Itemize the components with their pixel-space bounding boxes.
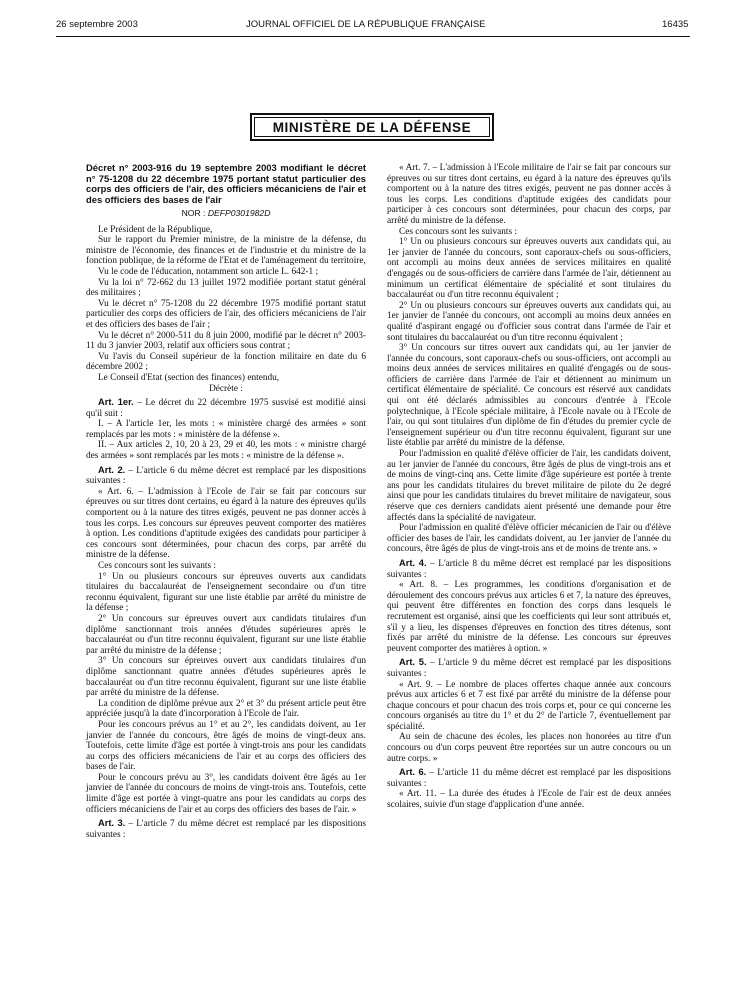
- body-paragraph: [387, 523, 671, 555]
- paragraph-text: – L'article 11 du même décret est remplacé par les dispositions suivantes :: [387, 768, 671, 789]
- body-paragraph: [86, 352, 366, 373]
- article-number: Art. 4.: [399, 557, 427, 568]
- paragraph-text: II. – Aux articles 2, 10, 20 à 23, 29 et 40, les mots : « ministre chargé des armées » sont remplacés par les mots : « ministre de la défense ».: [86, 440, 366, 462]
- body-paragraph: [86, 656, 366, 698]
- body-paragraph: [86, 278, 366, 299]
- paragraph-text: Pour l'admission en qualité d'élève officier de l'air, les candidats doivent, au 1er janvier de l'année du concours, être âgés de plus de vingt-trois ans et de moins de vingt-cinq ans. Cette limite d'âge supérieure est portée à trente ans pour les candidats titulaires du brevet militaire de pilote du 2e degré ainsi que pour les candidats titulaires du brevet militaire de navigateur, sous réserve que ces derniers candidats aient présenté une demande pour être affectés dans la spécialité de navigateur.: [387, 449, 671, 523]
- header-page-number: 16435: [662, 19, 689, 30]
- article-paragraph: [86, 397, 366, 419]
- ministry-heading-box: [250, 113, 494, 141]
- paragraph-text: Le Conseil d'Etat (section des finances) entendu,: [98, 372, 280, 383]
- paragraph-text: 2° Un ou plusieurs concours sur épreuves ouverts aux candidats qui, au 1er janvier de l'année du concours, ont accompli au moins deux années en qualité d'aspirant engagé ou d'officier sous contrat dans l'armée de l'air et sont titulaires du baccalauréat ou d'un titre reconnu équivalent ;: [387, 300, 671, 343]
- body-paragraph: [86, 419, 366, 440]
- paragraph-text: I. – A l'article 1er, les mots : « ministère chargé des armées » sont remplacés par les mots : « ministère de la défense ».: [86, 419, 366, 440]
- paragraph-text: Ces concours sont les suivants :: [98, 561, 217, 571]
- body-paragraph: [86, 331, 366, 352]
- body-paragraph: [86, 614, 366, 656]
- body-paragraph: [387, 163, 671, 227]
- body-paragraph: [387, 732, 671, 764]
- paragraph-text: Vu le décret n° 2000-511 du 8 juin 2000, modifié par le décret n° 2003-11 du 3 janvier 2003, relatif aux officiers sous contrat ;: [86, 330, 366, 352]
- paragraph-text: Pour le concours prévu au 3°, les candidats doivent être âgés au 1er janvier de l'année du concours de moins de vingt-trois ans. Toutefois, cette limite d'âge est portée à vingt-quatre ans pour les candidats au corps des officiers mécaniciens de l'air et au corps des officiers des bases de l'air. »: [86, 772, 366, 815]
- left-column: [86, 163, 366, 840]
- paragraph-text: « Art. 11. – La durée des études à l'Ecole de l'air est de deux années scolaires, suivie d'un stage d'application d'une année.: [387, 789, 671, 811]
- nor-label: NOR :: [181, 208, 206, 218]
- paragraph-text: – L'article 6 du même décret est remplacé par les dispositions suivantes :: [86, 465, 366, 487]
- paragraph-text: Ces concours sont les suivants :: [399, 226, 518, 237]
- body-paragraph: [86, 384, 366, 395]
- body-paragraph: [86, 373, 366, 384]
- paragraph-text: Pour les concours prévus au 1° et au 2°, les candidats doivent, au 1er janvier de l'année du concours, être âgés de moins de vingt-deux ans. Toutefois, cette limite d'âge est portée à vingt-trois ans pour les candidats au corps des officiers mécaniciens de l'air et au corps des officiers des bases de l'air.: [86, 719, 366, 773]
- ministry-heading: MINISTÈRE DE LA DÉFENSE: [272, 119, 472, 135]
- article-paragraph: [387, 558, 671, 580]
- paragraph-text: Vu l'avis du Conseil supérieur de la fonction militaire en date du 6 décembre 2002 ;: [86, 351, 366, 373]
- article-number: Art. 3.: [98, 818, 126, 829]
- paragraph-text: – L'article 8 du même décret est remplacé par les dispositions suivantes :: [387, 558, 671, 580]
- header-journal-title: JOURNAL OFFICIEL DE LA RÉPUBLIQUE FRANÇAISE: [246, 19, 486, 30]
- paragraph-text: 3° Un concours sur épreuves ouvert aux candidats titulaires d'un diplôme sanctionnant quatre années d'études supérieures après le baccalauréat ou d'un titre reconnu équivalent, figurant sur une liste établie par arrêté du ministre de la défense.: [86, 656, 366, 699]
- body-paragraph: [387, 343, 671, 449]
- body-paragraph: [387, 301, 671, 343]
- paragraph-text: 1° Un ou plusieurs concours sur épreuves ouverts aux candidats titulaires du baccalauréat de l'enseignement secondaire ou d'un titre reconnu équivalent, figurant sur une liste établie par arrêté du ministre de la défense ;: [86, 571, 366, 614]
- paragraph-text: 2° Un concours sur épreuves ouvert aux candidats titulaires d'un diplôme sanctionnant trois années d'études supérieures après le baccalauréat ou d'un titre reconnu équivalent, figurant sur une liste établie par arrêté du ministre de la défense ;: [86, 613, 366, 656]
- body-paragraph: [387, 789, 671, 810]
- paragraph-text: – L'article 7 du même décret est remplacé par les dispositions suivantes :: [86, 819, 366, 840]
- article-number: Art. 2.: [98, 464, 126, 475]
- body-paragraph: [86, 720, 366, 773]
- paragraph-text: Pour l'admission en qualité d'élève officier mécanicien de l'air ou d'élève officier des bases de l'air, les candidats doivent, au 1er janvier de l'année du concours, être âgés de plus de vingt-trois ans et de moins de trente ans. »: [387, 523, 671, 555]
- body-paragraph: [86, 235, 366, 267]
- body-paragraph: [86, 267, 366, 278]
- body-paragraph: [86, 487, 366, 561]
- body-paragraph: [86, 440, 366, 461]
- article-paragraph: [387, 657, 671, 679]
- paragraph-text: « Art. 6. – L'admission à l'Ecole de l'air se fait par concours sur épreuves ou sur titres dont certains, eu égard à la nature des épreuves qu'ils comportent ou à la nature des titres exigés, peuvent ne pas donner accès à tous les corps. Les concours sur épreuves peuvent comporter des matières à option. Les conditions d'aptitude exigées des candidats pour participer à ces concours sont déterminées, pour chacun des corps, par arrêté du ministre de la défense.: [86, 486, 366, 561]
- paragraph-text: Sur le rapport du Premier ministre, de la ministre de la défense, du ministre de l'économie, des finances et de l'industrie et du ministre de la fonction publique, de la réforme de l'Etat et de l'aménagement du territoire,: [86, 235, 366, 267]
- right-column-body: [387, 163, 671, 811]
- body-paragraph: [86, 773, 366, 815]
- decree-title: Décret n° 2003-916 du 19 septembre 2003 modifiant le décret n° 75-1208 du 22 décembre 1975 portant statut particulier des corps des officiers de l'air, des officiers mécaniciens de l'air et des officiers des bases de l'air: [86, 162, 366, 205]
- paragraph-text: Au sein de chacune des écoles, les places non honorées au titre d'un concours ou d'un corps peuvent être reportées sur un autre concours ou un autre corps. »: [387, 732, 671, 764]
- body-paragraph: [387, 227, 671, 238]
- nor-code: DEFP0301982D: [207, 208, 271, 218]
- paragraph-text: Le Président de la République,: [98, 224, 213, 235]
- page-header: [0, 19, 748, 35]
- article-paragraph: [86, 818, 366, 840]
- right-column: [387, 163, 671, 811]
- paragraph-text: Vu le code de l'éducation, notamment son article L. 642-1 ;: [98, 266, 319, 277]
- body-paragraph: [86, 699, 366, 720]
- body-paragraph: [86, 561, 366, 572]
- article-number: Art. 6.: [399, 767, 427, 778]
- body-paragraph: [387, 580, 671, 654]
- paragraph-text: Décrète :: [209, 383, 243, 394]
- article-paragraph: [387, 767, 671, 789]
- article-number: Art. 1er.: [98, 397, 134, 408]
- body-paragraph: [86, 225, 366, 236]
- body-paragraph: [387, 237, 671, 301]
- paragraph-text: La condition de diplôme prévue aux 2° et 3° du présent article peut être appréciée jusqu'à la date d'incorporation à l'Ecole de l'air.: [86, 698, 366, 720]
- body-paragraph: [387, 449, 671, 523]
- paragraph-text: – L'article 9 du même décret est remplacé par les dispositions suivantes :: [387, 658, 671, 679]
- paragraph-text: « Art. 8. – Les programmes, les conditions d'organisation et de déroulement des concours prévus aux articles 6 et 7, la nature des épreuves, qui peuvent être différentes en fonction des corps dans lesquels le recrutement est organisé, ainsi que les coefficients qui leur sont attribués et, s'il y a lieu, les dispenses d'épreuves en fonction des titres détenus, sont fixés par arrêté du ministre de la défense. Les concours sur épreuves peuvent comporter des matières à option. »: [387, 580, 671, 654]
- paragraph-text: 1° Un ou plusieurs concours sur épreuves ouverts aux candidats qui, au 1er janvier de l'année du concours, sont caporaux-chefs ou sous-officiers, ont accompli au moins deux années de services militaires en qualité d'engagés ou de sous-officiers de carrière dans l'armée de l'air, détiennent au minimum un certificat élémentaire de spécialité et sont titulaires du baccalauréat ou d'un titre reconnu équivalent ;: [387, 237, 671, 301]
- article-paragraph: [86, 465, 366, 487]
- paragraph-text: – Le décret du 22 décembre 1975 susvisé est modifié ainsi qu'il suit :: [86, 398, 366, 419]
- nor-reference: [86, 208, 366, 219]
- paragraph-text: « Art. 9. – Le nombre de places offertes chaque année aux concours prévus aux articles 6 et 7 est fixé par arrêté du ministre de la défense pour chaque concours et pour chacun des trois corps et, pour ce qui concerne les concours organisés au titre du 1° et du 2° de l'article 7, éventuellement par spécialité.: [387, 679, 671, 732]
- body-paragraph: [86, 299, 366, 331]
- left-column-body: [86, 225, 366, 841]
- article-number: Art. 5.: [399, 657, 427, 668]
- paragraph-text: « Art. 7. – L'admission à l'Ecole militaire de l'air se fait par concours sur épreuves ou sur titres dont certains, eu égard à la nature des épreuves qu'ils comportent ou à la nature des titres exigés, peuvent ne pas donner accès à tous les corps. Les conditions d'aptitude exigées des candidats pour participer à ces concours sont déterminées, pour chacun des corps, par arrêté du ministre de la défense.: [387, 163, 671, 226]
- header-date: 26 septembre 2003: [56, 19, 138, 30]
- paragraph-text: Vu la loi n° 72-662 du 13 juillet 1972 modifiée portant statut général des militaires ;: [86, 277, 366, 299]
- header-rule: [56, 36, 690, 37]
- paragraph-text: 3° Un concours sur titres ouvert aux candidats qui, au 1er janvier de l'année du concours, sont caporaux-chefs ou sous-officiers, ont accompli au moins deux années de services militaires en qualité d'engagés ou de sous-officiers de carrière dans l'armée de l'air et détiennent au minimum un certificat élémentaire de spécialité. Ce concours est réservé aux candidats qui ont été déclarés admissibles au concours d'entrée à l'Ecole polytechnique, à l'Ecole spéciale militaire, à l'Ecole navale ou à l'Ecole de l'air, ou qui sont titulaires d'un diplôme de fin d'études du premier cycle de l'enseignement supérieur ou d'un titre reconnu équivalent, figurant sur une liste établie par arrêté du ministre de la défense.: [387, 343, 671, 449]
- body-paragraph: [86, 572, 366, 614]
- body-paragraph: [387, 680, 671, 733]
- paragraph-text: Vu le décret n° 75-1208 du 22 décembre 1975 modifié portant statut particulier des corps des officiers de l'air, des officiers mécaniciens de l'air et des officiers des bases de l'air ;: [86, 298, 366, 330]
